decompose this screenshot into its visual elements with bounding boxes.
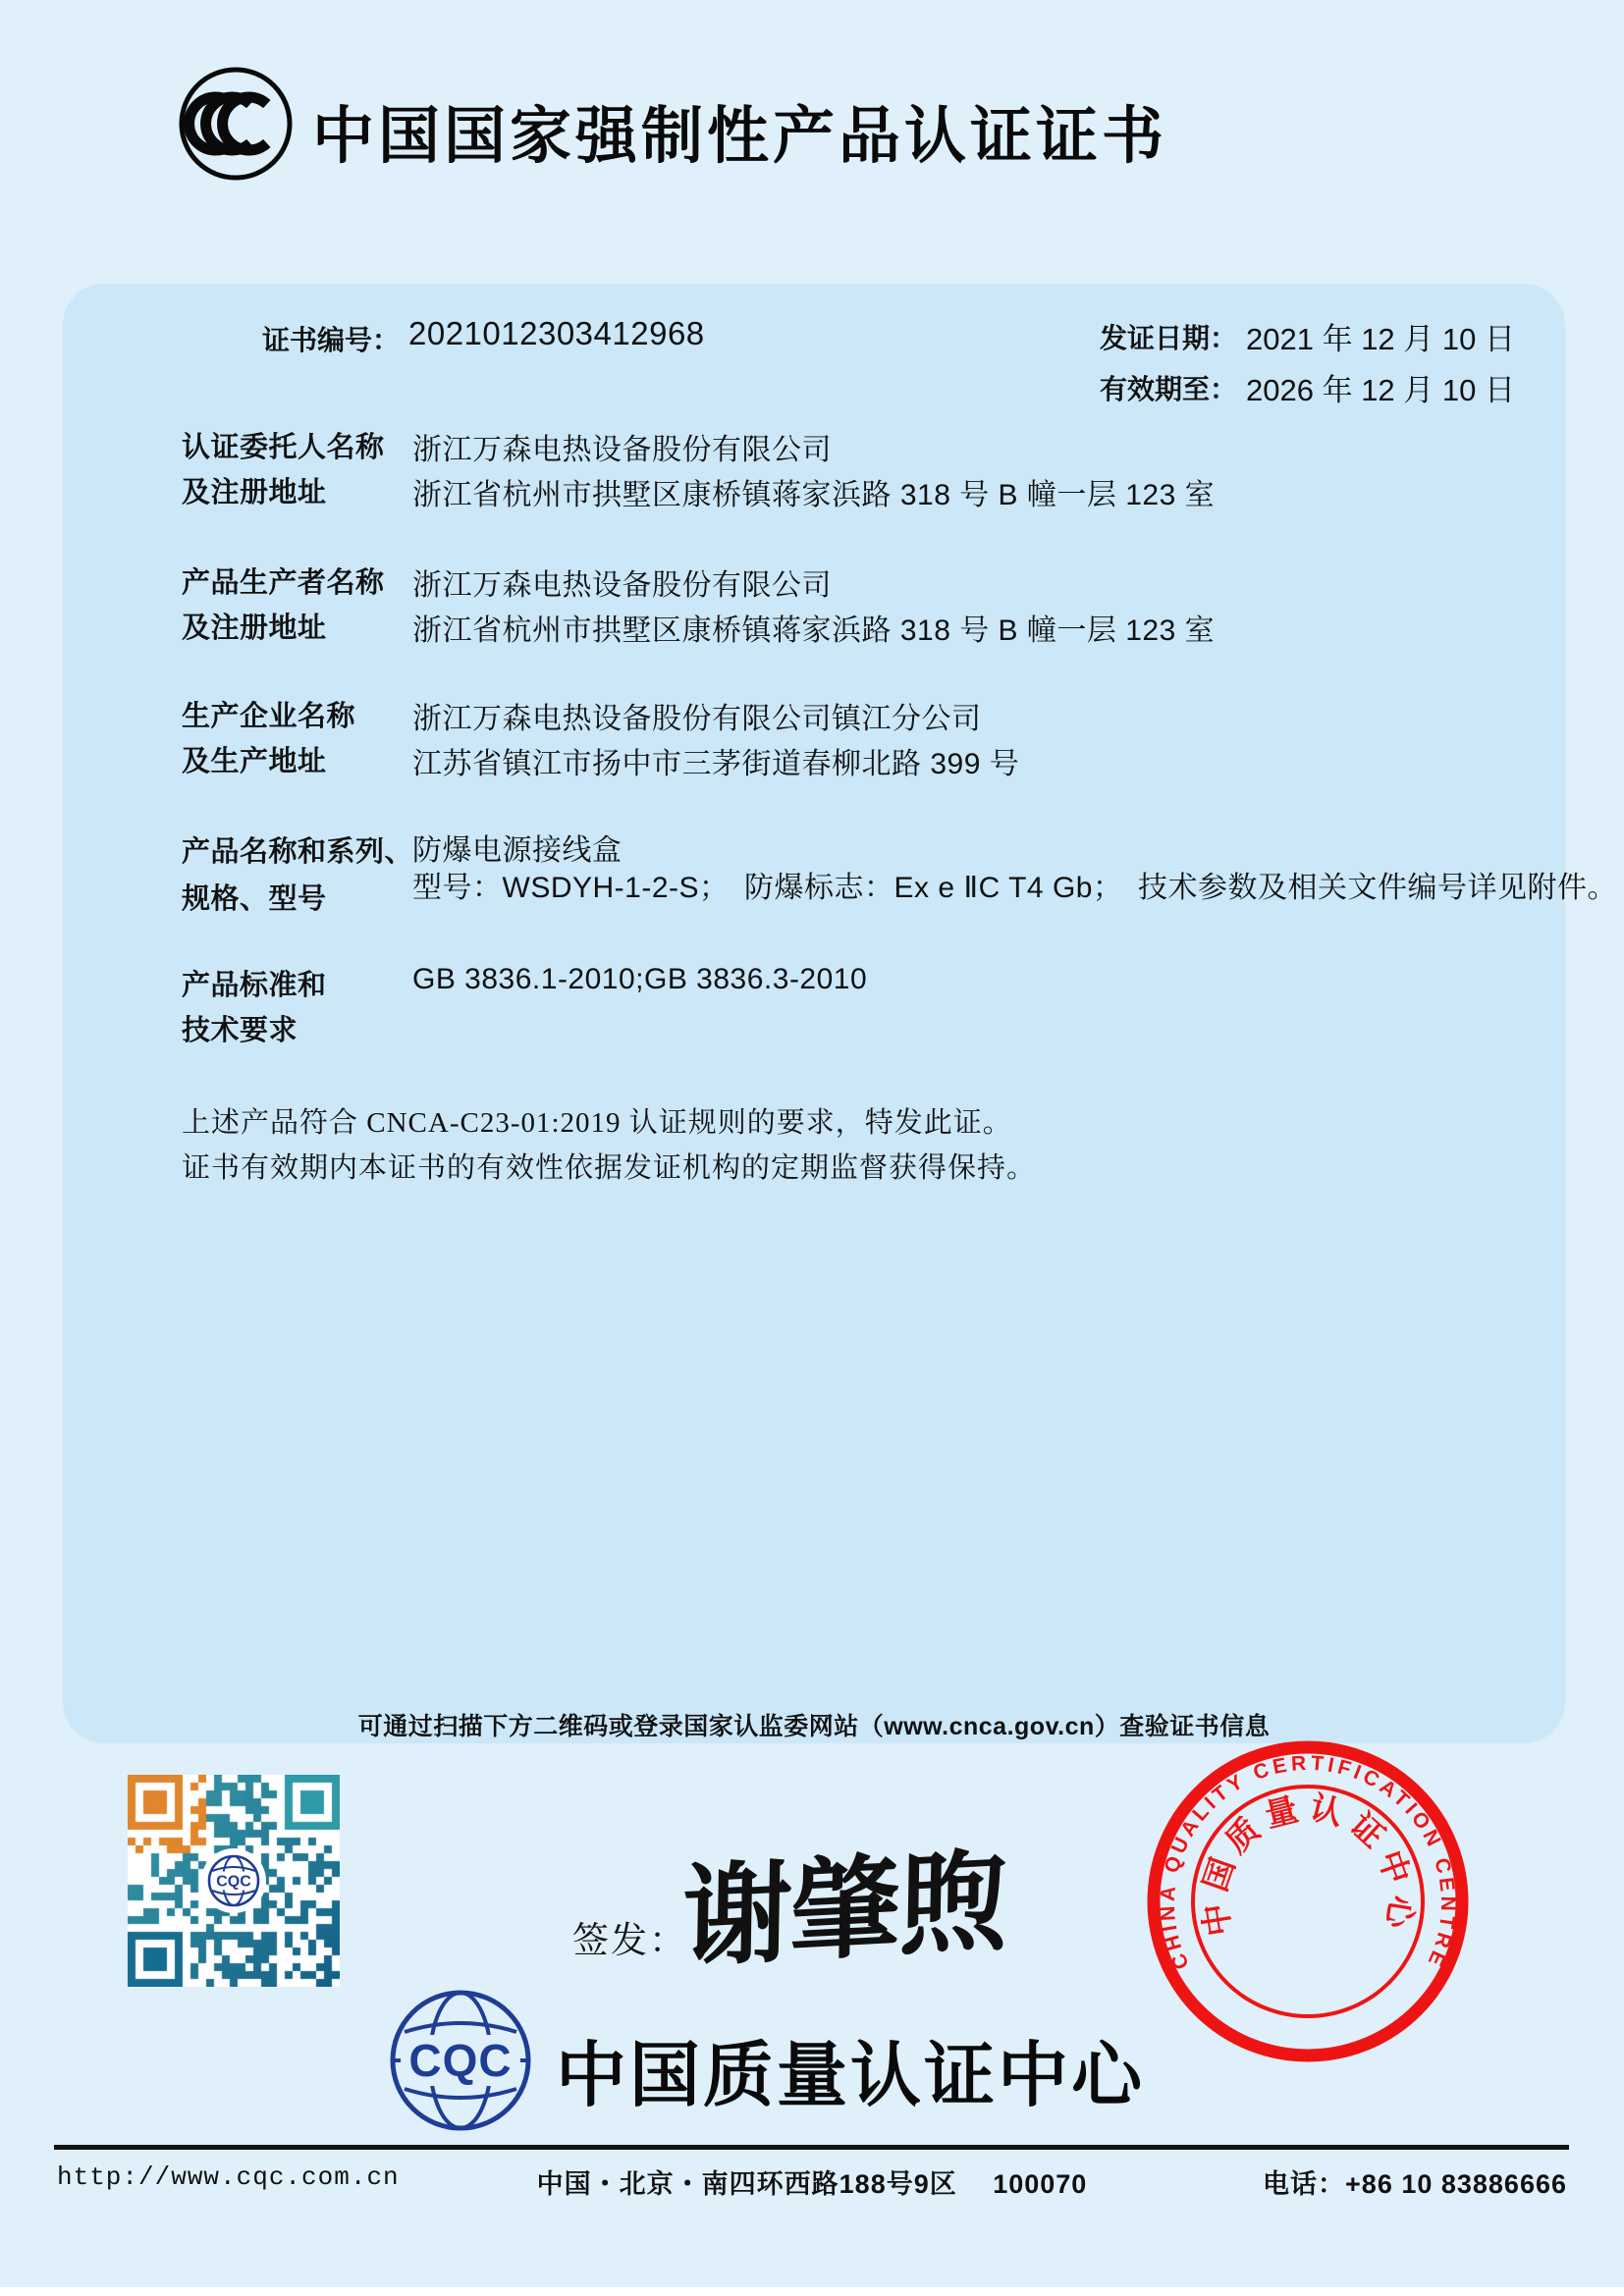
valid-until-value: 2026 年 12 月 10 日 xyxy=(1246,373,1515,407)
ccc-mark-icon xyxy=(177,65,295,183)
footer-phone-label: 电话： xyxy=(1263,2169,1346,2199)
statement-line1: 上述产品符合 CNCA-C23-01:2019 认证规则的要求，特发此证。 xyxy=(182,1107,1012,1139)
svg-text:CQC: CQC xyxy=(216,1873,251,1891)
svg-text:CHINA QUALITY CERTIFICATION CE: CHINA QUALITY CERTIFICATION CENTRE xyxy=(1156,1751,1460,1973)
standard-label-line1: 产品标准和 xyxy=(182,970,327,1001)
page-bottom-edge xyxy=(0,2287,1624,2296)
product-model-label: 规格、型号 xyxy=(182,883,327,915)
producer-address-value: 浙江省杭州市拱墅区康桥镇蒋家浜路 318 号 B 幢一层 123 室 xyxy=(412,614,1216,647)
factory-address-value: 江苏省镇江市扬中市三茅街道春柳北路 399 号 xyxy=(412,748,1020,780)
producer-name-value: 浙江万森电热设备股份有限公司 xyxy=(412,569,832,602)
factory-name-value: 浙江万森电热设备股份有限公司镇江分公司 xyxy=(412,703,982,735)
cqc-name: 中国质量认证中心 xyxy=(556,2037,1146,2115)
certificate-body-panel xyxy=(63,284,1617,1743)
applicant-address-label: 及注册地址 xyxy=(182,477,327,508)
valid-until-label: 有效期至： xyxy=(1100,375,1238,405)
factory-name-label: 生产企业名称 xyxy=(182,701,356,732)
certificate-number-value: 2021012303412968 xyxy=(408,315,705,351)
producer-name-label: 产品生产者名称 xyxy=(182,567,385,599)
cqc-globe-icon xyxy=(387,1987,534,2134)
signature-handwriting: 谢肇煦 xyxy=(680,1842,1007,1981)
footer-website: http://www.cqc.com.cn xyxy=(57,2163,400,2192)
standard-value: GB 3836.1-2010;GB 3836.3-2010 xyxy=(412,963,868,995)
issue-date-label: 发证日期： xyxy=(1100,324,1238,354)
product-name-value: 防爆电源接线盒 xyxy=(412,834,623,867)
product-model-value: 型号：WSDYH-1-2-S； 防爆标志：Ex e ⅡC T4 Gb； 技术参数及相关文件编号详见附件。 xyxy=(412,872,1617,904)
factory-address-label: 及生产地址 xyxy=(182,746,327,777)
page-title: 中国国家强制性产品认证证书 xyxy=(312,102,1167,171)
producer-address-label: 及注册地址 xyxy=(182,613,327,644)
standard-label-line2: 技术要求 xyxy=(182,1015,298,1046)
certificate-number-label: 证书编号： xyxy=(262,326,401,356)
issue-date-value: 2021 年 12 月 10 日 xyxy=(1246,322,1515,356)
svg-text:CQC: CQC xyxy=(408,2035,513,2086)
product-name-label: 产品名称和系列、 xyxy=(182,836,414,868)
qr-center-cqc-logo xyxy=(201,1848,266,1913)
footer-address: 中国・北京・南四环西路188号9区 100070 xyxy=(536,2169,1088,2199)
applicant-name-value: 浙江万森电热设备股份有限公司 xyxy=(412,434,832,466)
applicant-address-value: 浙江省杭州市拱墅区康桥镇蒋家浜路 318 号 B 幢一层 123 室 xyxy=(412,479,1216,511)
cqc-globe-mini-icon xyxy=(206,1853,261,1908)
statement-line2: 证书有效期内本证书的有效性依据发证机构的定期监督获得保持。 xyxy=(182,1152,1037,1184)
footer-phone xyxy=(1263,2163,1567,2201)
qr-code xyxy=(128,1775,340,1987)
verify-note: 可通过扫描下方二维码或登录国家认监委网站（www.cnca.gov.cn）查验证书信息 xyxy=(357,1713,1271,1740)
cqc-red-stamp xyxy=(1139,1733,1477,2070)
footer-divider xyxy=(54,2145,1569,2150)
sign-label: 签发： xyxy=(572,1921,687,1961)
footer-phone-number: +86 10 83886666 xyxy=(1345,2169,1567,2199)
svg-text:中国质量认证中心: 中国质量认证中心 xyxy=(1195,1789,1421,1940)
applicant-name-label: 认证委托人名称 xyxy=(182,432,385,463)
